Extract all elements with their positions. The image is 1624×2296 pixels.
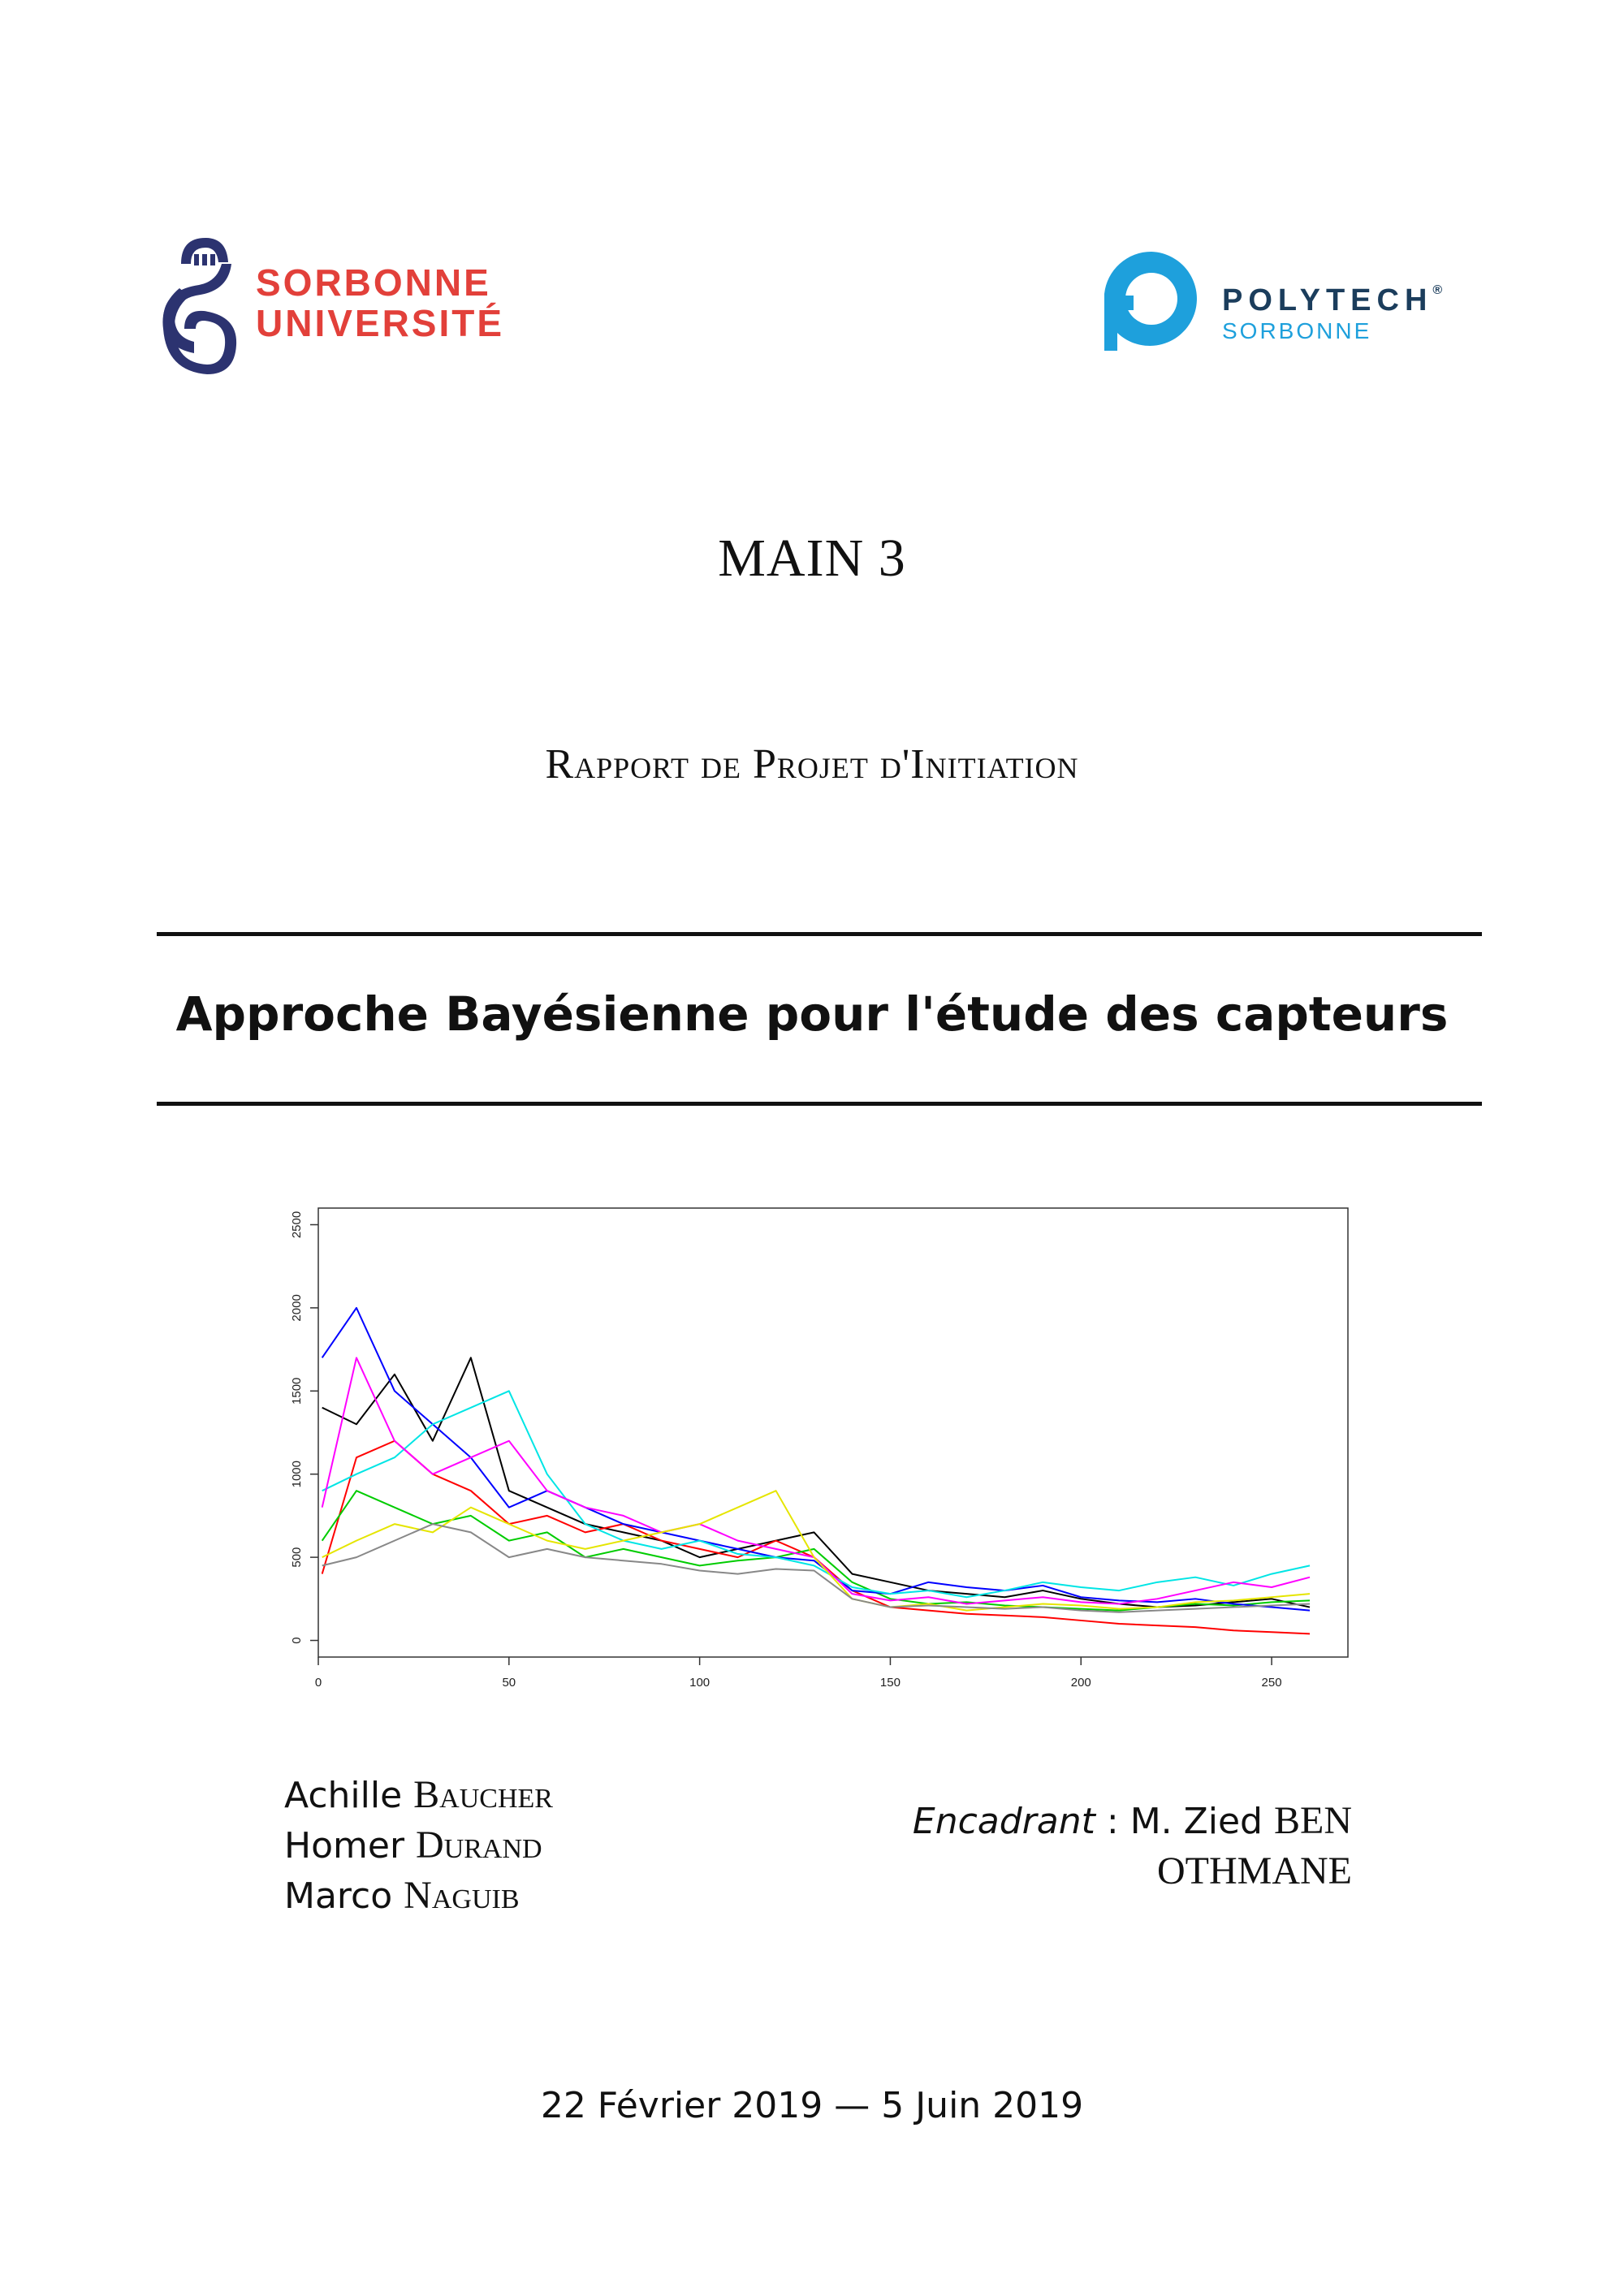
author-last: Baucher xyxy=(413,1773,553,1816)
x-axis xyxy=(315,1657,1282,1690)
series-line-2 xyxy=(322,1441,1310,1634)
y-tick-label: 1500 xyxy=(290,1377,304,1405)
title-rule-top xyxy=(157,932,1482,936)
x-tick-label: 200 xyxy=(1070,1676,1091,1690)
author-last: Naguib xyxy=(404,1874,520,1917)
polytech-p-icon xyxy=(1098,244,1205,359)
sorbonne-line1: SORBONNE xyxy=(256,261,491,304)
registered-mark: ® xyxy=(1432,283,1443,297)
report-type: Rapport de Projet d'Initiation xyxy=(545,741,1079,788)
x-tick-label: 250 xyxy=(1261,1676,1282,1690)
supervisor-separator: : xyxy=(1095,1801,1119,1842)
polytech-sub: SORBONNE xyxy=(1222,318,1372,343)
sorbonne-universite-logo xyxy=(157,231,522,378)
project-dates: 22 Février 2019 — 5 Juin 2019 xyxy=(540,2085,1084,2126)
y-tick-label: 2500 xyxy=(290,1211,304,1239)
x-tick-label: 100 xyxy=(689,1676,710,1690)
polytech-name xyxy=(1222,283,1442,318)
y-tick-label: 0 xyxy=(290,1637,304,1644)
author-first: Marco xyxy=(284,1875,393,1917)
author-3 xyxy=(284,1871,553,1921)
supervisor-surname-1: BEN xyxy=(1274,1799,1352,1842)
series-line-8 xyxy=(322,1524,1310,1612)
series-line-5 xyxy=(322,1391,1310,1597)
y-tick-label: 1000 xyxy=(290,1461,304,1488)
author-2 xyxy=(284,1820,553,1871)
x-tick-label: 150 xyxy=(879,1676,901,1690)
series-line-1 xyxy=(322,1357,1310,1607)
polytech-sorbonne-logo xyxy=(1098,244,1455,365)
report-title: Approche Bayésienne pour l'étude des capteurs xyxy=(175,986,1449,1042)
supervisor-line1 xyxy=(877,1796,1352,1846)
course-name: MAIN 3 xyxy=(718,529,906,588)
authors-list xyxy=(284,1770,553,1921)
x-tick-label: 0 xyxy=(314,1676,322,1690)
author-last: Durand xyxy=(416,1823,542,1867)
sorbonne-line2: UNIVERSITÉ xyxy=(256,302,505,344)
sensor-chart xyxy=(268,1193,1364,1697)
supervisor-surname-2: OTHMANE xyxy=(1157,1849,1352,1892)
title-rule-bottom xyxy=(157,1102,1482,1106)
x-tick-label: 50 xyxy=(502,1676,516,1690)
series-layer xyxy=(322,1308,1310,1634)
author-first: Achille xyxy=(284,1775,403,1816)
series-line-4 xyxy=(322,1308,1310,1611)
plot-frame xyxy=(318,1208,1348,1657)
sorbonne-dome-icon xyxy=(157,231,238,378)
polytech-name-text: POLYTECH xyxy=(1222,283,1433,317)
author-1 xyxy=(284,1770,553,1820)
supervisor xyxy=(877,1796,1352,1896)
y-axis xyxy=(290,1211,318,1644)
author-first: Homer xyxy=(284,1825,405,1867)
y-tick-label: 2000 xyxy=(290,1294,304,1322)
supervisor-name: M. Zied xyxy=(1129,1801,1263,1842)
y-tick-label: 500 xyxy=(290,1547,304,1568)
supervisor-label: Encadrant xyxy=(912,1801,1095,1842)
